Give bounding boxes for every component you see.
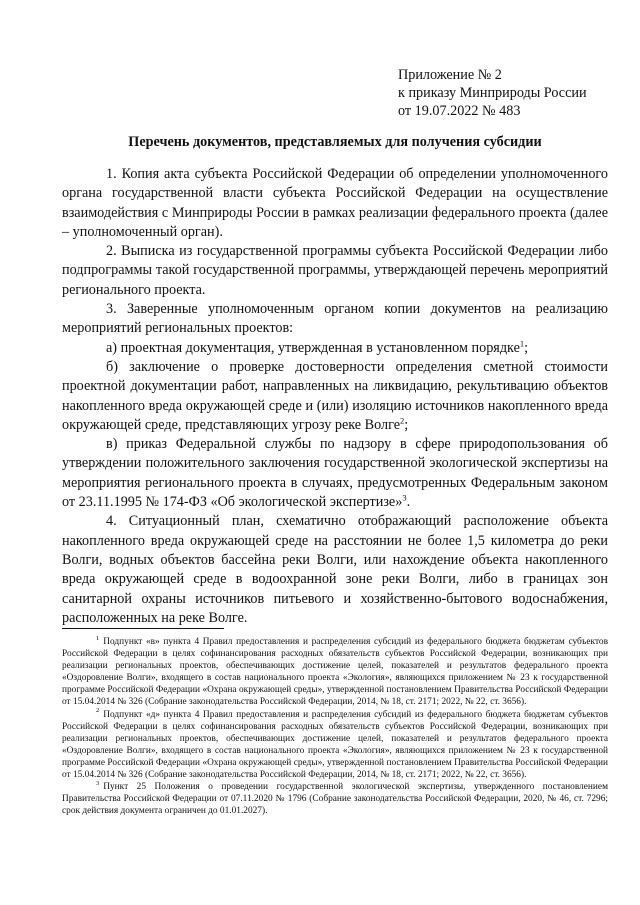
footnote-mark-3: 3 xyxy=(96,780,100,788)
footnote-1 xyxy=(62,636,608,709)
footnote-3 xyxy=(62,781,608,817)
annex-order-date: от 19.07.2022 № 483 xyxy=(398,103,521,119)
paragraph-3a xyxy=(62,339,608,358)
paragraph-3b xyxy=(62,358,608,435)
paragraph-3b-text: б) заключение о проверке достоверности определения сметной стоимости проектной документации работ, направленных на ликвидацию, рекультивацию объектов накопленного вреда окружающей среде и (или) изоляцию источников накопленного вреда окружающей среде, представляющих угрозу реке Волге xyxy=(62,358,608,433)
paragraph-1: 1. Копия акта субъекта Российской Федерации об определении уполномоченного органа государственной власти субъекта Российской Федерации на осуществление взаимодействия с Минприроды России в рамках реализации федерального проекта (далее – уполномоченный орган). xyxy=(62,166,608,240)
document-body xyxy=(62,165,608,628)
paragraph-4: 4. Ситуационный план, схематично отображающий расположение объекта накопленного вреда окружающей среде на расстоянии не более 1,5 километра до реки Волги, водных объектов бассейна реки Волги, или нахождение объекта накопленного вреда окружающей среде в водоохранной зоне реки Волги, либо в границах зон санитарной охраны источников питьевого и хозяйственно-бытового водоснабжения, расположенных на реке Волге. xyxy=(62,513,608,626)
footnote-2 xyxy=(62,709,608,782)
paragraph-3b-end: ; xyxy=(404,416,409,433)
paragraph-3c-end: . xyxy=(406,494,411,511)
paragraph-3c xyxy=(62,435,608,512)
annex-number: Приложение № 2 xyxy=(398,67,502,83)
footnote-3-text: Пункт 25 Положения о проведении государственной экологической экспертизы, утвержденного постановлением Правительства Российской Федерации от 07.11.2020 № 1796 (Собрание законодательства Российской Федерации, 2020, № 46, ст. 7296; срок действия документа ограничен до 01.01.2027). xyxy=(62,782,608,817)
paragraph-3: 3. Заверенные уполномоченным органом копии документов на реализацию мероприятий региональных проектов: xyxy=(62,301,608,337)
paragraph-3c-text: в) приказ Федеральной службы по надзору в сфере природопользования об утверждении положительного заключения государственной экологической экспертизы на мероприятия регионального проекта в случаях, предусмотренных Федеральным законом от 23.11.1995 № 174-ФЗ «Об экологической экспертизе» xyxy=(62,436,608,511)
paragraph-2: 2. Выписка из государственной программы субъекта Российской Федерации либо подпрограммы такой государственной программы, утверждающей перечень мероприятий регионального проекта. xyxy=(62,243,608,298)
annex-order-ref: к приказу Минприроды России xyxy=(398,85,587,101)
footnote-mark-1: 1 xyxy=(96,634,100,642)
annex-header xyxy=(398,66,587,120)
paragraph-3a-end: ; xyxy=(524,339,529,356)
footnote-divider xyxy=(62,628,224,629)
footnote-ref-2: 2 xyxy=(400,415,405,426)
footnote-ref-1: 1 xyxy=(519,337,525,348)
footnote-ref-3: 3 xyxy=(402,492,407,503)
footnote-1-text: Подпункт «в» пункта 4 Правил предоставления и распределения субсидий из федерального бюджета бюджетам субъектов Российской Федерации в целях софинансирования расходных обязательств субъектов Российской Федерации, возникающих при реализации региональных проектов, обеспечивающих достижение целей, показателей и результатов федерального проекта «Оздоровление Волги», входящего в состав национального проекта «Экология», являющихся приложением № 23 к государственной программе Российской Федерации «Охрана окружающей среды», утвержденной постановлением Правительства Российской Федерации от 15.04.2014 № 326 (Собрание законодательства Российской Федерации, 2014, № 18, ст. 2171; 2022, № 22, ст. 3656). xyxy=(62,637,608,708)
footnote-2-text: Подпункт «д» пункта 4 Правил предоставления и распределения субсидий из федерального бюджета бюджетам субъектов Российской Федерации в целях софинансирования расходных обязательств субъектов Российской Федерации, возникающих при реализации региональных проектов, обеспечивающих достижение целей, показателей и результатов федерального проекта «Оздоровление Волги», входящего в состав национального проекта «Экология», являющихся приложением № 23 к государственной программе Российской Федерации «Охрана окружающей среды», утвержденной постановлением Правительства Российской Федерации от 15.04.2014 № 326 (Собрание законодательства Российской Федерации, 2014, № 18, ст. 2171; 2022, № 22, ст. 3656). xyxy=(62,709,608,781)
paragraph-3a-text: а) проектная документация, утвержденная в установленном порядке xyxy=(106,339,520,356)
footnotes xyxy=(62,636,608,817)
document-title: Перечень документов, представляемых для получения субсидии xyxy=(128,134,542,150)
footnote-mark-2: 2 xyxy=(96,707,100,715)
